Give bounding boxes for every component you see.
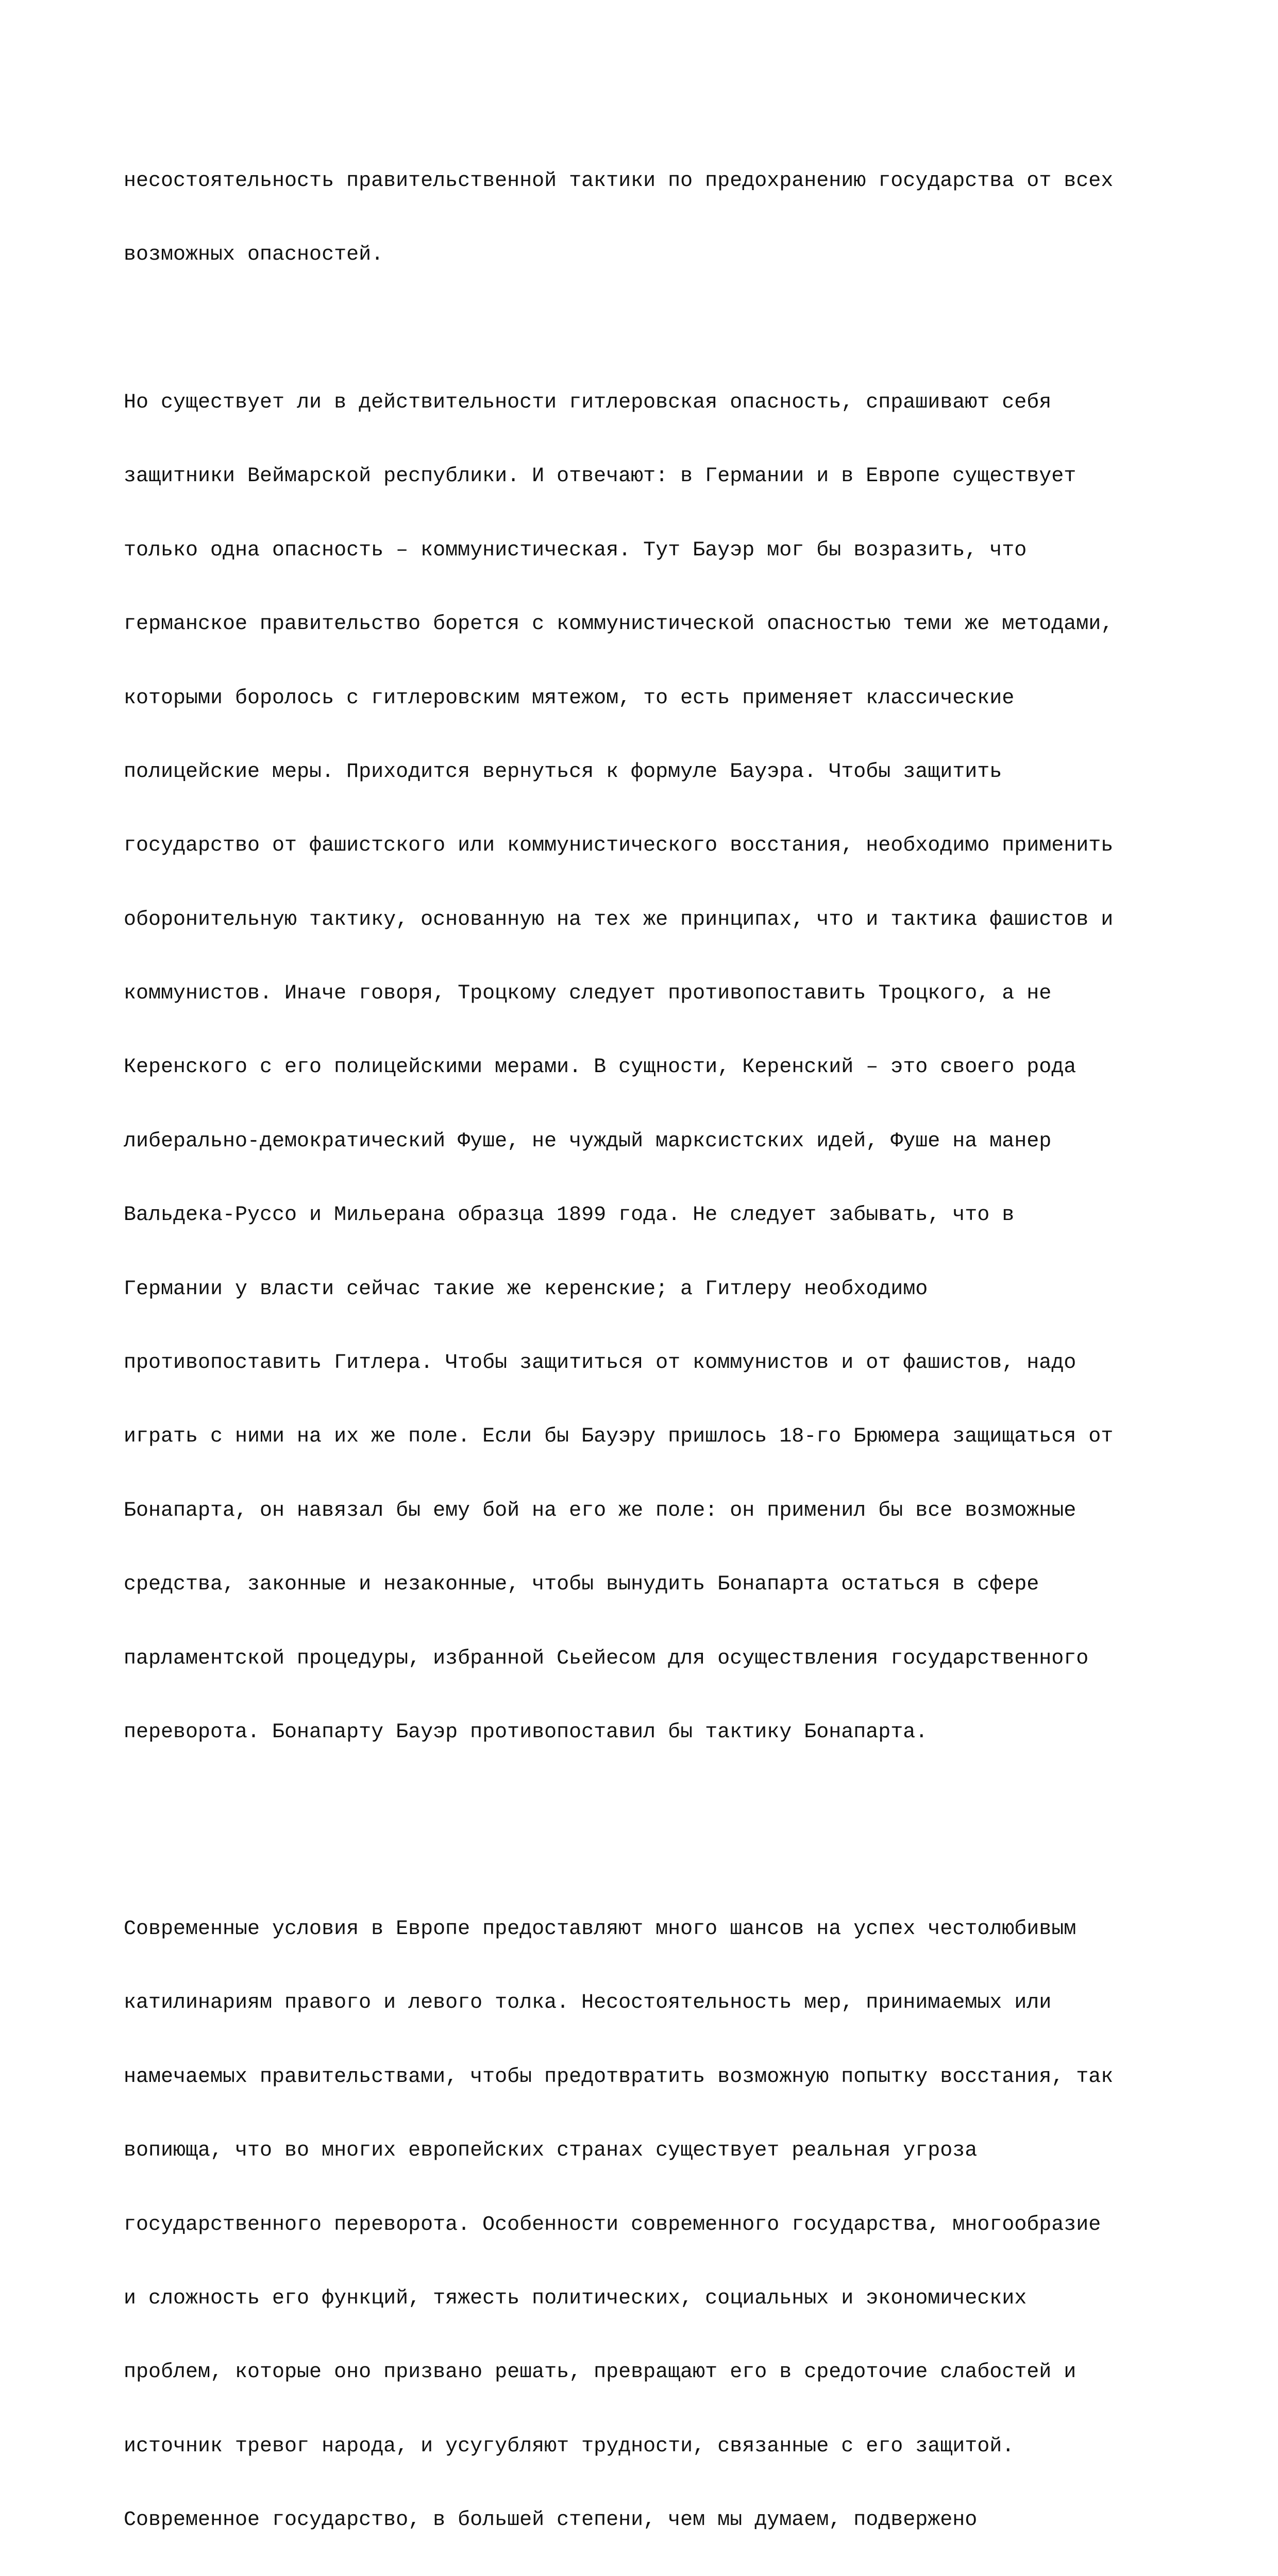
text-line: либерально-демократический Фуше, не чуждый марксистских идей, Фуше на манер [124,1129,1052,1153]
paragraph-gap [124,316,1175,341]
text-line: полицейские меры. Приходится вернуться к формуле Бауэра. Чтобы защитить [124,760,1002,784]
section-gap [124,1794,1175,1868]
text-line: Современное государство, в большей степени, чем мы думаем, подвержено [124,2509,978,2532]
text-line: возможных опасностей. [124,243,384,266]
text-line: Современные условия в Европе предоставляют много шансов на успех честолюбивым [124,1917,1077,1941]
document-page [124,120,1175,2576]
text-line: оборонительную тактику, основанную на тех же принципах, что и тактика фашистов и [124,908,1114,931]
text-line: Вальдека-Руссо и Мильерана образца 1899 года. Не следует забывать, что в [124,1204,1015,1227]
text-line: средства, законные и незаконные, чтобы вынудить Бонапарта остаться в сфере [124,1573,1039,1597]
text-line: и сложность его функций, тяжесть политических, социальных и экономических [124,2286,1027,2310]
text-line: только одна опасность – коммунистическая. Тут Бауэр мог бы возразить, что [124,538,1027,562]
text-line: играть с ними на их же поле. Если бы Бауэру пришлось 18-го Брюмера защищаться от [124,1425,1114,1449]
text-line: которыми боролось с гитлеровским мятежом, то есть применяет классические [124,686,1015,710]
text-line: государство от фашистского или коммунистического восстания, необходимо применить [124,834,1114,858]
text-line: Бонапарта, он навязал бы ему бой на его же поле: он применил бы все возможные [124,1499,1077,1522]
paragraph-3 [124,1868,1175,2576]
paragraph-2 [124,341,1175,1794]
text-line: германское правительство борется с коммунистической опасностью теми же методами, [124,613,1114,636]
text-line: переворота. Бонапарту Бауэр противопоставил бы тактику Бонапарта. [124,1721,928,1744]
text-line: несостоятельность правительственной тактики по предохранению государства от всех [124,169,1114,193]
text-line: Германии у власти сейчас такие же керенские; а Гитлеру необходимо [124,1277,928,1301]
text-line: защитники Веймарской республики. И отвечают: в Германии и в Европе существует [124,465,1077,488]
text-line: намечаемых правительствами, чтобы предотвратить возможную попытку восстания, так [124,2065,1114,2089]
text-line: вопиюща, что во многих европейских странах существует реальная угроза [124,2139,978,2163]
text-line: государственного переворота. Особенности современного государства, многообразие [124,2213,1101,2236]
text-line: парламентской процедуры, избранной Сьейесом для осуществления государственного [124,1647,1089,1670]
paragraph-1 [124,120,1175,316]
text-line: источник тревог народа, и усугубляют трудности, связанные с его защитой. [124,2434,1015,2458]
text-line: Но существует ли в действительности гитлеровская опасность, спрашивают себя [124,391,1052,414]
text-line: коммунистов. Иначе говоря, Троцкому следует противопоставить Троцкого, а не [124,982,1052,1006]
text-line: Керенского с его полицейскими мерами. В сущности, Керенский – это своего рода [124,1056,1077,1079]
text-line: проблем, которые оно призвано решать, превращают его в средоточие слабостей и [124,2361,1077,2384]
text-line: катилинариям правого и левого толка. Несостоятельность мер, принимаемых или [124,1991,1052,2015]
text-line: противопоставить Гитлера. Чтобы защититься от коммунистов и от фашистов, надо [124,1351,1077,1375]
